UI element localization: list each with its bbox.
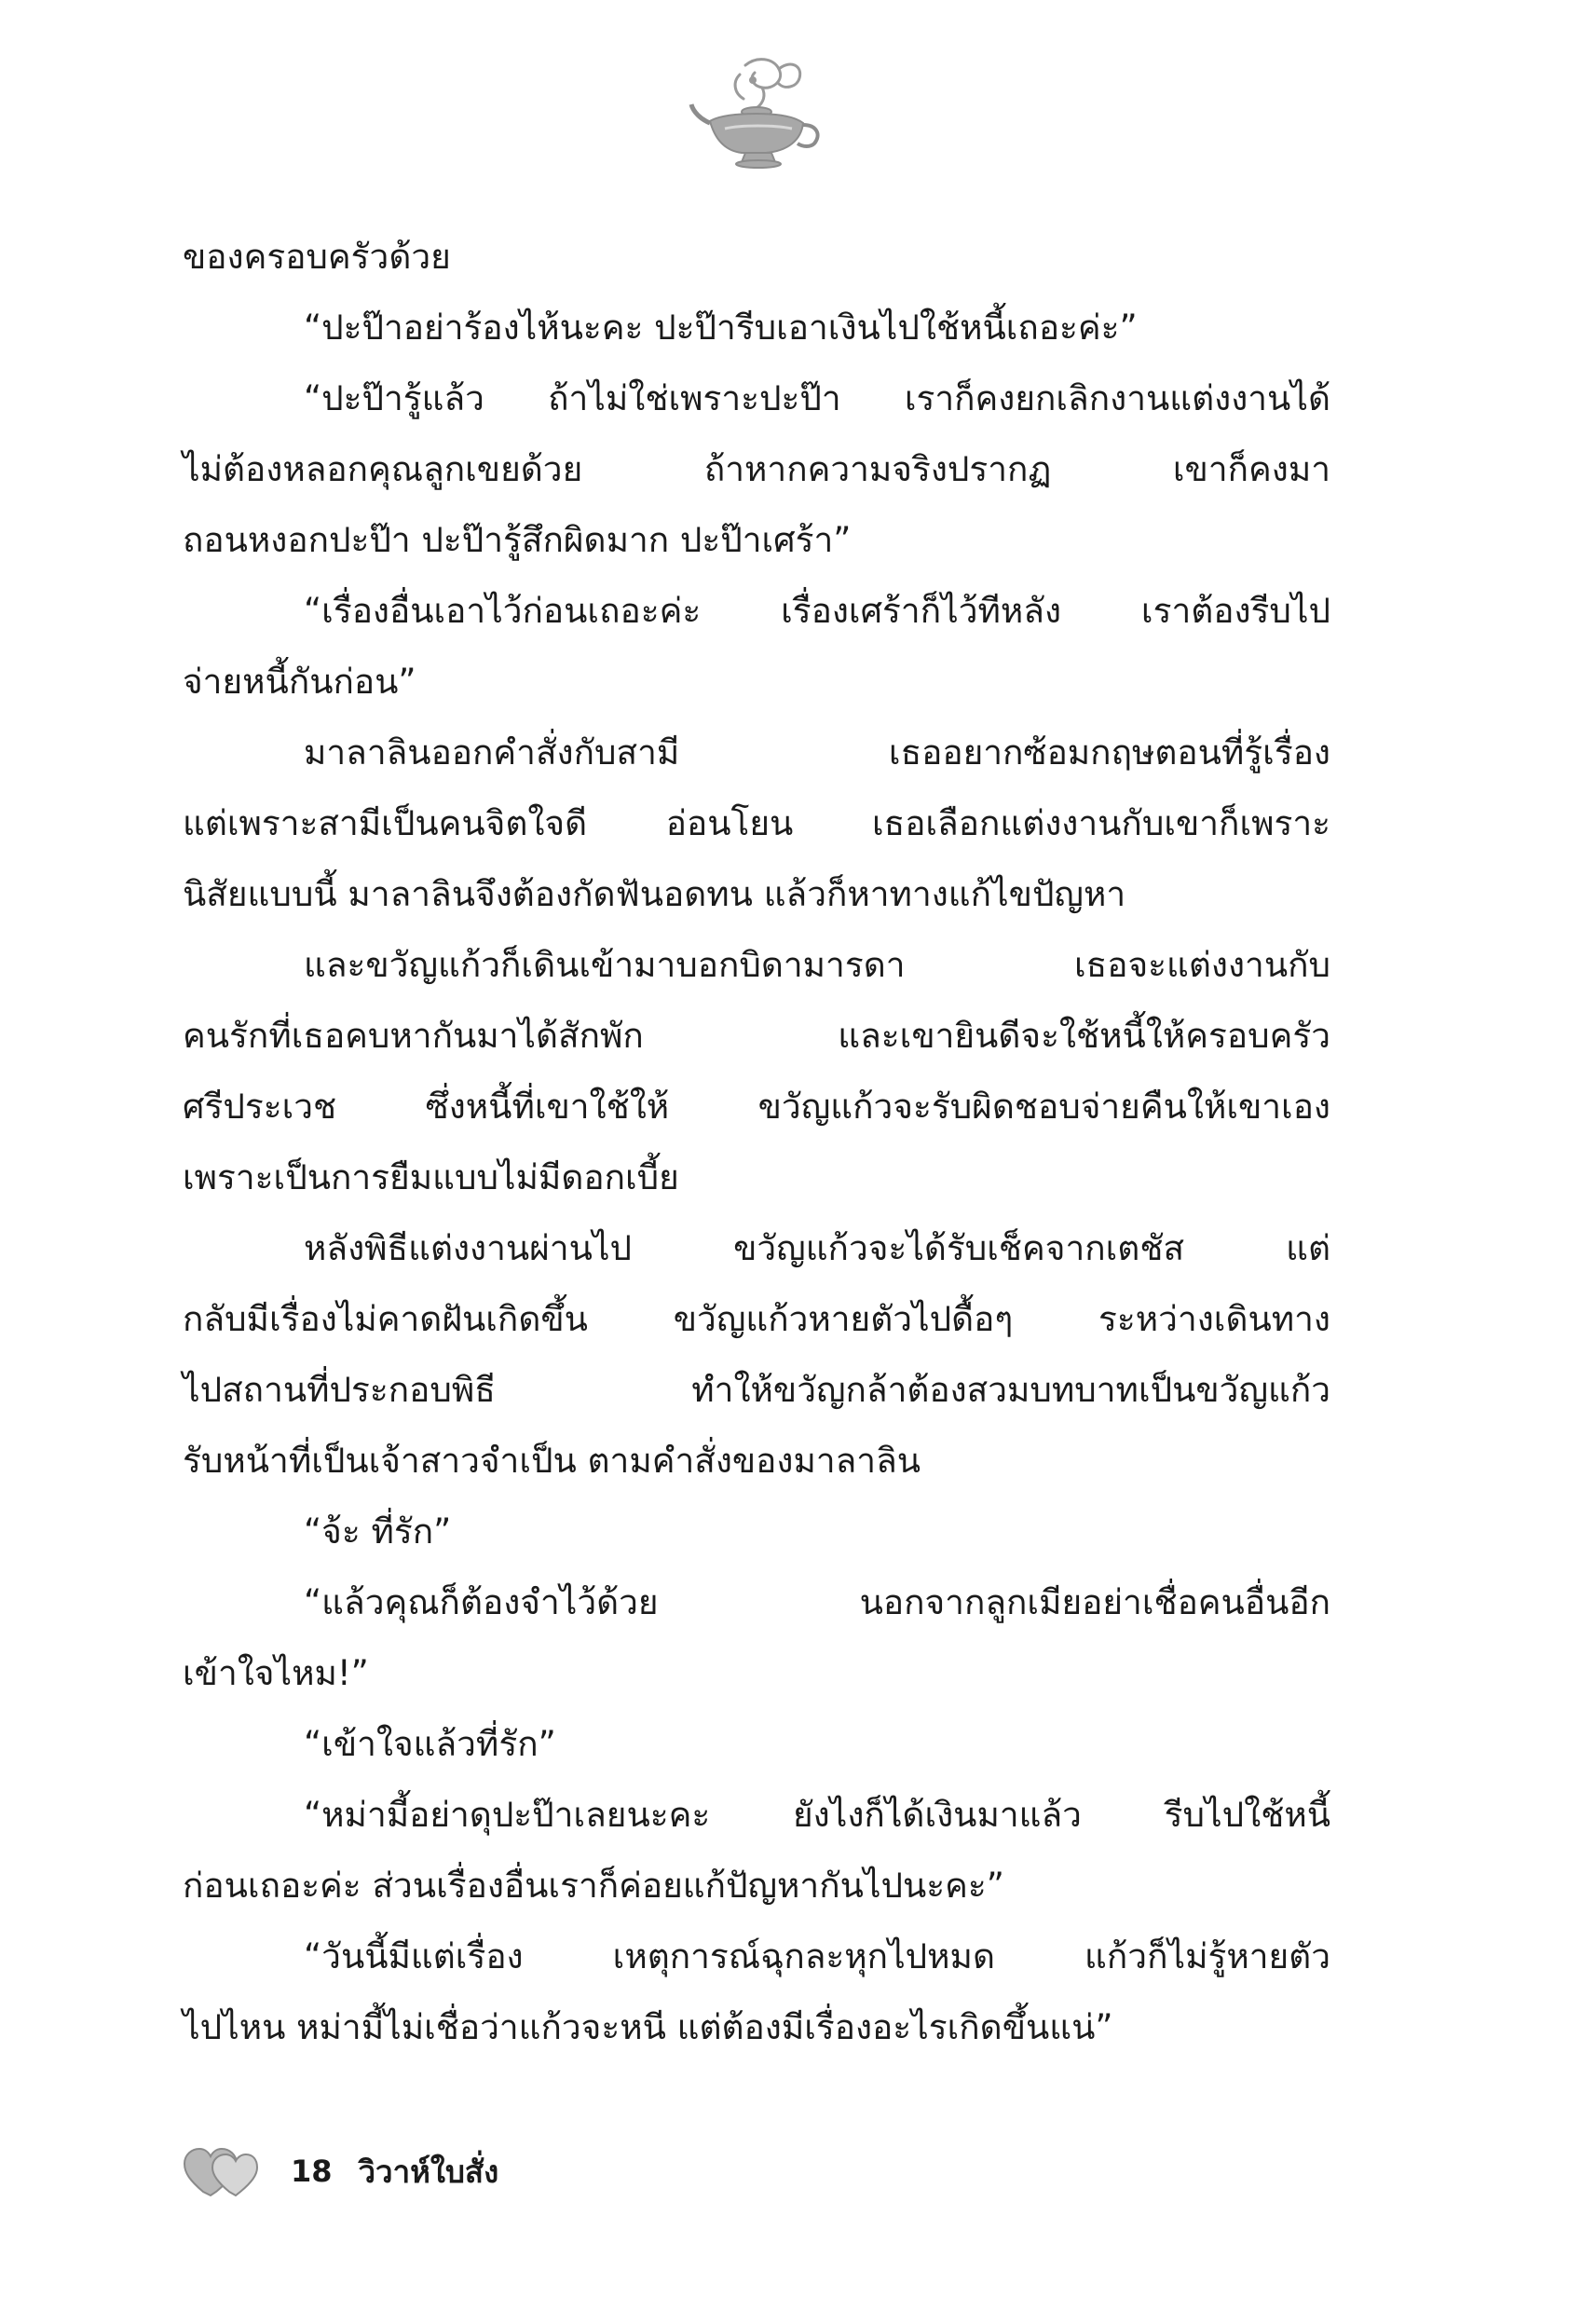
text-line: ของครอบครัวด้วย	[183, 237, 451, 277]
text-line: “หม่ามี้อย่าดุปะป๊าเลยนะคะ ยังไงก็ได้เงินมาแล้ว รีบไปใช้หนี้	[304, 1795, 1330, 1835]
body-text	[183, 222, 1330, 2063]
page-number: 18	[291, 2154, 333, 2189]
double-heart-icon	[183, 2145, 259, 2197]
text-line: “แล้วคุณก็ต้องจำไว้ด้วย นอกจากลูกเมียอย่าเชื่อคนอื่นอีก	[304, 1582, 1330, 1622]
text-line: กลับมีเรื่องไม่คาดฝันเกิดขึ้น ขวัญแก้วหายตัวไปดื้อๆ ระหว่างเดินทาง	[183, 1299, 1330, 1339]
text-line: “ปะป๊ารู้แล้ว ถ้าไม่ใช่เพราะปะป๊า เราก็คงยกเลิกงานแต่งงานได้	[304, 378, 1330, 418]
text-line: ไปสถานที่ประกอบพิธี ทำให้ขวัญกล้าต้องสวมบทบาทเป็นขวัญแก้ว	[183, 1370, 1330, 1410]
text-line: “วันนี้มีแต่เรื่อง เหตุการณ์ฉุกละหุกไปหมด แก้วก็ไม่รู้หายตัว	[304, 1936, 1330, 1976]
genie-lamp-icon	[688, 54, 827, 175]
text-line: “เข้าใจแล้วที่รัก”	[304, 1724, 556, 1764]
text-line: มาลาลินออกคำสั่งกับสามี เธออยากซ้อมกฤษตอนที่รู้เรื่อง	[304, 732, 1330, 773]
text-line: คนรักที่เธอคบหากันมาได้สักพัก และเขายินดีจะใช้หนี้ให้ครอบครัว	[183, 1016, 1330, 1056]
text-line: ก่อนเถอะค่ะ ส่วนเรื่องอื่นเราก็ค่อยแก้ปัญหากันไปนะคะ”	[183, 1866, 1004, 1906]
text-line: “เรื่องอื่นเอาไว้ก่อนเถอะค่ะ เรื่องเศร้าก็ไว้ทีหลัง เราต้องรีบไป	[304, 591, 1330, 631]
text-line: ถอนหงอกปะป๊า ปะป๊ารู้สึกผิดมาก ปะป๊าเศร้า”	[183, 520, 852, 560]
text-line: จ่ายหนี้กันก่อน”	[183, 662, 416, 702]
page-footer	[183, 2143, 498, 2199]
text-line: ศรีประเวช ซึ่งหนี้ที่เขาใช้ให้ ขวัญแก้วจะรับผิดชอบจ่ายคืนให้เขาเอง	[183, 1087, 1330, 1127]
text-line: “ปะป๊าอย่าร้องไห้นะคะ ปะป๊ารีบเอาเงินไปใช้หนี้เถอะค่ะ”	[304, 308, 1138, 348]
text-line: และขวัญแก้วก็เดินเข้ามาบอกบิดามารดา เธอจะแต่งงานกับ	[304, 945, 1330, 985]
text-line: รับหน้าที่เป็นเจ้าสาวจำเป็น ตามคำสั่งของมาลาลิน	[183, 1441, 921, 1481]
text-line: เพราะเป็นการยืมแบบไม่มีดอกเบี้ย	[183, 1157, 679, 1197]
text-line: แต่เพราะสามีเป็นคนจิตใจดี อ่อนโยน เธอเลือกแต่งงานกับเขาก็เพราะ	[183, 803, 1330, 843]
text-line: “จ้ะ ที่รัก”	[304, 1511, 452, 1552]
text-line: นิสัยแบบนี้ มาลาลินจึงต้องกัดฟันอดทน แล้วก็หาทางแก้ไขปัญหา	[183, 874, 1126, 914]
text-line: หลังพิธีแต่งงานผ่านไป ขวัญแก้วจะได้รับเช็คจากเตชัส แต่	[304, 1228, 1330, 1268]
text-line: ไม่ต้องหลอกคุณลูกเขยด้วย ถ้าหากความจริงปรากฏ เขาก็คงมา	[183, 449, 1330, 489]
text-line: ไปไหน หม่ามี้ไม่เชื่อว่าแก้วจะหนี แต่ต้องมีเรื่องอะไรเกิดขึ้นแน่”	[183, 2007, 1113, 2047]
text-line: เข้าใจไหม!”	[183, 1653, 369, 1693]
book-title: วิวาห์ใบสั่ง	[358, 2153, 499, 2190]
